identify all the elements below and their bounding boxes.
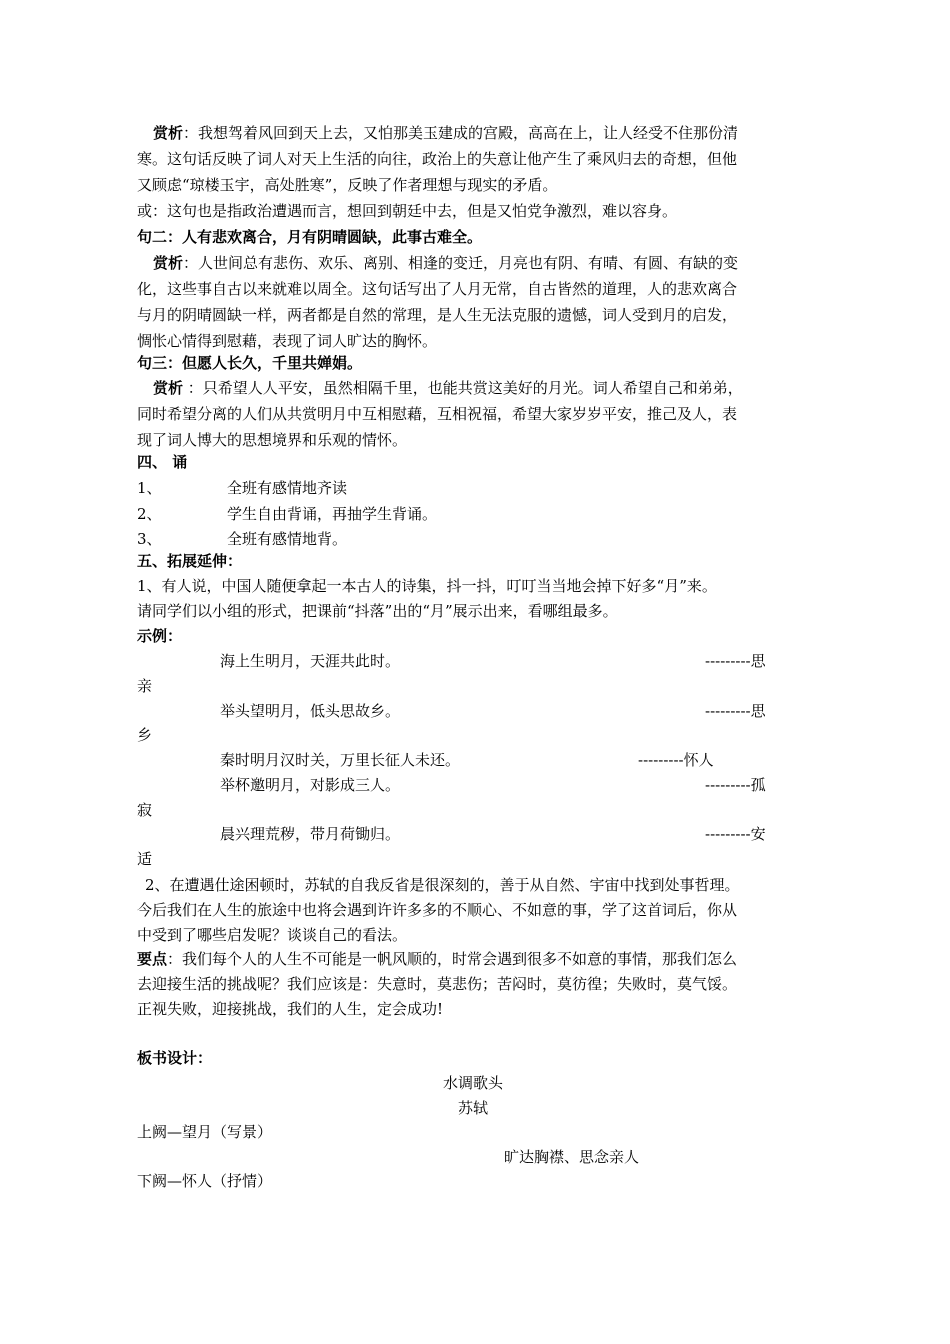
example-theme-2: ---------思 [705, 702, 766, 720]
analysis-3-line-2: 同时希望分离的人们从共赏明月中互相慰藉，互相祝福，希望大家岁岁平安，推己及人，表 [137, 405, 738, 423]
sentence-2-heading: 句二：人有悲欢离合，月有阴晴圆缺，此事古难全。 [137, 228, 483, 246]
board-author: 苏轼 [458, 1099, 489, 1117]
board-theme: 旷达胸襟、思念亲人 [504, 1148, 640, 1166]
analysis-2-line-3: 与月的阴晴圆缺一样，两者都是自然的常理，是人生无法克服的遗憾，词人受到月的启发， [137, 306, 738, 324]
board-lower-stanza: 下阙—怀人（抒情） [137, 1172, 273, 1190]
example-poem-1: 海上生明月，天涯共此时。 [220, 652, 401, 670]
extension-para-1-line-2: 请同学们以小组的形式，把课前“抖落”出的“月”展示出来，看哪组最多。 [137, 602, 618, 620]
analysis-label: 赏析 [153, 254, 184, 272]
board-heading: 板书设计： [137, 1049, 213, 1067]
analysis-1-line-3: 又顾虑“琼楼玉宇，高处胜寒”，反映了作者理想与现实的矛盾。 [137, 176, 558, 194]
board-title: 水调歌头 [443, 1074, 504, 1092]
example-theme-4: ---------孤 [705, 776, 766, 794]
key-point-line-3: 正视失败，迎接挑战，我们的人生，定会成功! [137, 1000, 444, 1018]
example-theme-5-tail: 适 [137, 850, 153, 868]
analysis-1-line-1: 赏析：我想驾着风回到天上去，又怕那美玉建成的宫殿，高高在上，让人经受不住那份清 [153, 124, 739, 142]
key-point-line-2: 去迎接生活的挑战呢？我们应该是：失意时，莫悲伤；苦闷时，莫彷徨；失败时，莫气馁。 [137, 975, 738, 993]
example-theme-5: ---------安 [705, 825, 766, 843]
board-upper-stanza: 上阙—望月（写景） [137, 1123, 273, 1141]
recite-item-3: 3、 全班有感情地背。 [137, 530, 348, 548]
example-poem-5: 晨兴理荒秽，带月荷锄归。 [220, 825, 401, 843]
example-poem-4: 举杯邀明月，对影成三人。 [220, 776, 401, 794]
extension-para-2-line-1: 2、在遭遇仕途困顿时，苏轼的自我反省是很深刻的，善于从自然、宇宙中找到处事哲理。 [145, 876, 740, 894]
recite-item-2: 2、 学生自由背诵，再抽学生背诵。 [137, 505, 438, 523]
key-point-line-1: 要点：我们每个人的人生不可能是一帆风顺的，时常会遇到很多不如意的事情，那我们怎么 [137, 950, 738, 968]
analysis-label: 赏析 [153, 379, 184, 397]
extension-para-1-line-1: 1、有人说，中国人随便拿起一本古人的诗集，抖一抖，叮叮当当地会掉下好多“月”来。 [137, 577, 717, 595]
section-4-heading: 四、 诵 [137, 453, 188, 471]
analysis-3-line-3: 现了词人博大的思想境界和乐观的情怀。 [137, 431, 408, 449]
sentence-3-heading: 句三：但愿人长久，千里共婵娟。 [137, 354, 363, 372]
analysis-label: 赏析 [153, 124, 184, 142]
analysis-1-line-4: 或：这句也是指政治遭遇而言，想回到朝廷中去，但是又怕党争激烈，难以容身。 [137, 202, 678, 220]
analysis-3-line-1: 赏析 ：只希望人人平安，虽然相隔千里，也能共赏这美好的月光。词人希望自己和弟弟， [153, 379, 743, 397]
example-poem-3: 秦时明月汉时关，万里长征人未还。 [220, 751, 461, 769]
analysis-2-line-4: 惆怅心情得到慰藉，表现了词人旷达的胸怀。 [137, 332, 438, 350]
extension-para-2-line-3: 中受到了哪些启发呢？谈谈自己的看法。 [137, 926, 408, 944]
example-poem-2: 举头望明月，低头思故乡。 [220, 702, 401, 720]
key-point-label: 要点 [137, 950, 168, 968]
analysis-2-line-1: 赏析：人世间总有悲伤、欢乐、离别、相逢的变迁，月亮也有阴、有晴、有圆、有缺的变 [153, 254, 739, 272]
example-label: 示例： [137, 627, 183, 645]
example-theme-3: ---------怀人 [638, 751, 714, 769]
analysis-2-line-2: 化，这些事自古以来就难以周全。这句话写出了人月无常，自古皆然的道理，人的悲欢离合 [137, 280, 738, 298]
extension-para-2-line-2: 今后我们在人生的旅途中也将会遇到许许多多的不顺心、不如意的事，学了这首词后，你从 [137, 901, 738, 919]
example-theme-4-tail: 寂 [137, 801, 153, 819]
example-theme-1-tail: 亲 [137, 677, 153, 695]
example-theme-1: ---------思 [705, 652, 766, 670]
analysis-1-line-2: 寒。这句话反映了词人对天上生活的向往，政治上的失意让他产生了乘风归去的奇想，但他 [137, 150, 738, 168]
example-theme-2-tail: 乡 [137, 726, 153, 744]
recite-item-1: 1、 全班有感情地齐读 [137, 479, 348, 497]
section-5-heading: 五、拓展延伸： [137, 552, 243, 570]
